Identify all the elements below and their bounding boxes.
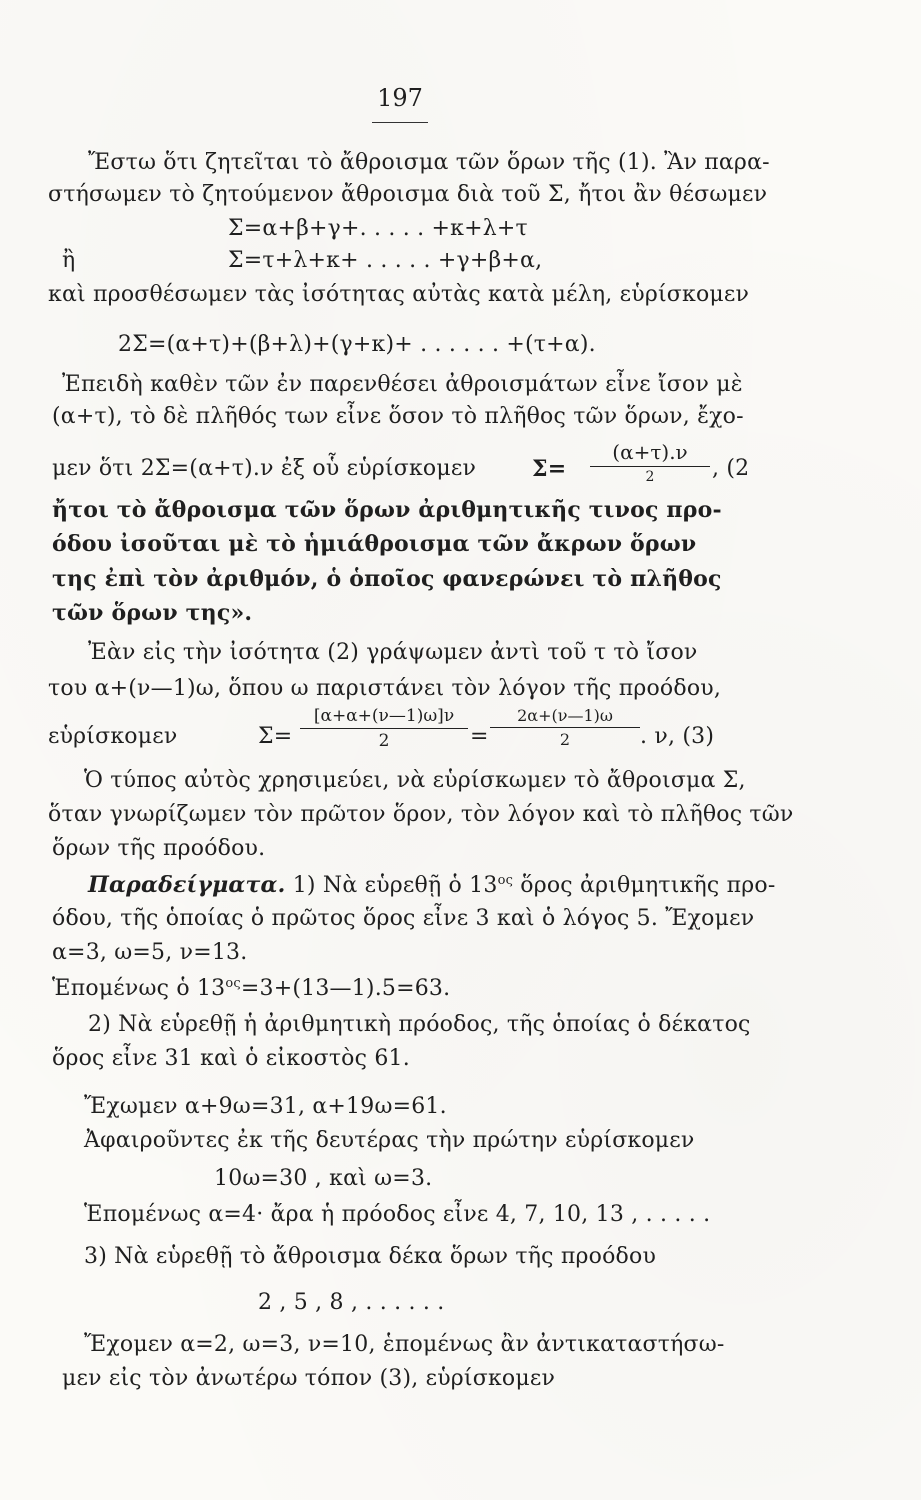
formula-3-fraction-2 xyxy=(490,706,640,749)
example-3-sequence: 2 , 5 , 8 , . . . . . . xyxy=(258,1290,445,1315)
page-number-rule xyxy=(372,122,428,123)
example-1-result-end: =3+(13—1).5=63. xyxy=(240,976,451,1001)
text-line-33: μεν εἰς τὸν ἀνωτέρω τόπον (3), εὑρίσκομεν xyxy=(62,1366,556,1391)
formula-double-sum: 2Σ=(α+τ)+(β+λ)+(γ+κ)+ . . . . . . +(τ+α). xyxy=(118,332,596,357)
formula-3-text: εὑρίσκομεν xyxy=(48,724,178,749)
example-2-progression: Ἑπομένως α=4· ἄρα ἡ πρόοδος εἶνε 4, 7, 10, 13 , . . . . . xyxy=(84,1202,711,1227)
formula-2-numerator: (α+τ).ν xyxy=(612,440,688,464)
fraction-bar xyxy=(300,728,468,729)
formula-3-fraction-1 xyxy=(300,706,468,751)
ordinal-suffix: ος xyxy=(225,976,241,991)
formula-2-label: , (2 xyxy=(712,456,750,481)
formula-sum-forward: Σ=α+β+γ+. . . . . +κ+λ+τ xyxy=(228,216,528,241)
formula-line-2-text: μεν ὅτι 2Σ=(α+τ).ν ἐξ οὗ εὑρίσκομεν xyxy=(52,456,477,481)
formula-3-sigma: Σ= xyxy=(258,724,293,749)
text-line-19: ὅρων τῆς προόδου. xyxy=(52,836,266,861)
theorem-line-4: τῶν ὅρων της». xyxy=(52,600,253,626)
formula-sum-backward: Σ=τ+λ+κ+ . . . . . +γ+β+α, xyxy=(228,248,543,273)
text-line-17: Ὁ τύπος αὐτὸς χρησιμεύει, νὰ εὑρίσκωμεν τὸ ἄθροισμα Σ, xyxy=(84,768,746,793)
fraction-bar xyxy=(590,466,710,467)
text-line-21: όδου, τῆς ὁποίας ὁ πρῶτος ὅρος εἶνε 3 καὶ ὁ λόγος 5. Ἔχομεν xyxy=(52,906,755,931)
formula-2-fraction xyxy=(590,440,710,485)
fraction-bar xyxy=(490,727,640,728)
formula-3-denominator-1: 2 xyxy=(378,731,390,751)
formula-2-denominator: 2 xyxy=(645,469,655,485)
theorem-line-1: ἤτοι τὸ ἄθροισμα τῶν ὅρων ἀριθμητικῆς τινος προ- xyxy=(52,497,722,523)
text-line-18: ὅταν γνωρίζωμεν τὸν πρῶτον ὅρον, τὸν λόγον καὶ τὸ πλῆθος τῶν xyxy=(48,802,794,827)
theorem-line-2: όδου ἰσοῦται μὲ τὸ ἡμιάθροισμα τῶν ἄκρων ὅρων xyxy=(52,531,697,557)
example-2-line-1: 2) Νὰ εὑρεθῇ ἡ ἀριθμητικὴ πρόοδος, τῆς ὁποίας ὁ δέκατος xyxy=(88,1012,751,1037)
formula-3-numerator-1: [α+α+(ν—1)ω]ν xyxy=(313,706,455,726)
text-line-1: Ἔστω ὅτι ζητεῖται τὸ ἄθροισμα τῶν ὅρων τῆς (1). Ἂν παρα- xyxy=(88,150,770,175)
examples-line xyxy=(88,872,775,898)
text-line-32: Ἔχομεν α=2, ω=3, ν=10, ἑπομένως ἂν ἀντικαταστήσω- xyxy=(84,1332,725,1357)
formula-3-numerator-2: 2α+(ν—1)ω xyxy=(517,706,613,725)
text-line-5: καὶ προσθέσωμεν τὰς ἰσότητας αὐτὰς κατὰ μέλη, εὑρίσκομεν xyxy=(48,282,750,307)
example-2-solution: 10ω=30 , καὶ ω=3. xyxy=(214,1166,433,1191)
formula-2-sigma: Σ= xyxy=(532,456,567,482)
formula-3-equals: = xyxy=(470,724,489,749)
example-1-result xyxy=(52,976,450,1001)
text-line-2: στήσωμεν τὸ ζητούμενον ἄθροισμα διὰ τοῦ Σ, ἤτοι ἂν θέσωμεν xyxy=(48,182,768,207)
example-3-line-1: 3) Νὰ εὑρεθῇ τὸ ἄθροισμα δέκα ὅρων τῆς προόδου xyxy=(84,1244,657,1269)
text-line-8: (α+τ), τὸ δὲ πλῆθός των εἶνε ὅσον τὸ πλῆθος τῶν ὅρων, ἔχο- xyxy=(52,404,744,429)
page-number: 197 xyxy=(377,84,423,112)
formula-3-denominator-2: 2 xyxy=(559,730,571,749)
formula-or-prefix: ἢ xyxy=(62,248,76,273)
example-1-start: 1) Νὰ εὑρεθῇ ὁ 13 xyxy=(285,873,498,898)
examples-heading: Παραδείγματα. xyxy=(88,872,286,898)
example-1-values: α=3, ω=5, ν=13. xyxy=(52,940,248,965)
text-line-14: Ἐὰν εἰς τὴν ἰσότητα (2) γράψωμεν ἀντὶ τοῦ τ τὸ ἴσον xyxy=(88,640,698,665)
example-2-equations: Ἔχωμεν α+9ω=31, α+19ω=61. xyxy=(84,1094,447,1119)
text-line-15: του α+(ν—1)ω, ὅπου ω παριστάνει τὸν λόγον τῆς προόδου, xyxy=(48,676,722,701)
ordinal-suffix: ος xyxy=(497,873,514,888)
example-2-line-2: ὅρος εἶνε 31 καὶ ὁ εἰκοστὸς 61. xyxy=(52,1046,410,1071)
formula-3-label: . ν, (3) xyxy=(640,724,715,749)
example-1-result-start: Ἑπομένως ὁ 13 xyxy=(52,976,226,1001)
text-line-27: Ἀφαιροῦντες ἐκ τῆς δευτέρας τὴν πρώτην εὑρίσκομεν xyxy=(84,1128,695,1153)
theorem-line-3: της ἐπὶ τὸν ἀριθμόν, ὁ ὁποῖος φανερώνει τὸ πλῆθος xyxy=(52,566,722,592)
text-line-7: Ἐπειδὴ καθὲν τῶν ἐν παρενθέσει ἀθροισμάτων εἶνε ἴσον μὲ xyxy=(62,372,743,397)
example-1-end: ὅρος ἀριθμητικῆς προ- xyxy=(513,873,776,898)
